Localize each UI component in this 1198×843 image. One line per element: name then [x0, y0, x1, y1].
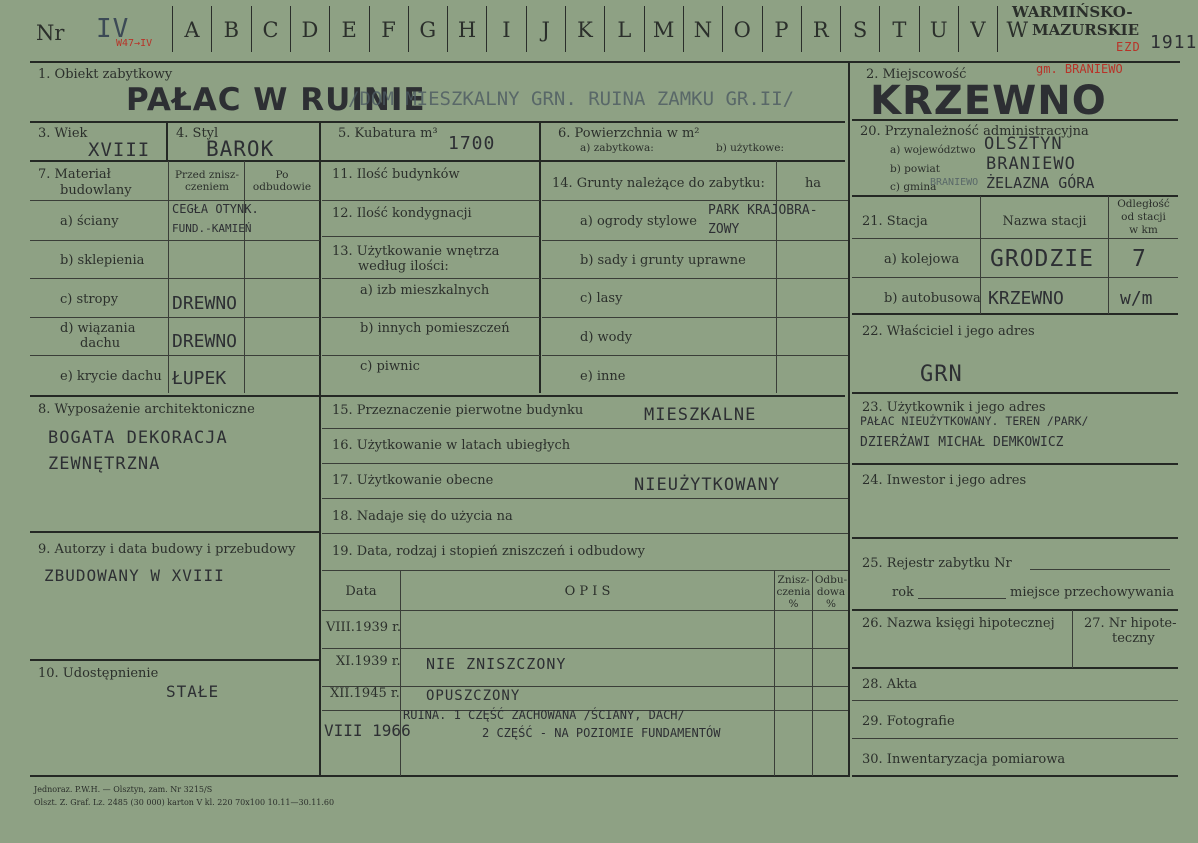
index-letter: W [1006, 18, 1029, 42]
f19-col-rebuild-1: Odbu- [814, 574, 848, 586]
f28-label: 28. Akta [862, 677, 918, 692]
f7-walls-label: a) ściany [60, 214, 119, 229]
f26-label: 26. Nazwa księgi hipotecznej [862, 616, 1055, 631]
f7-col-before-1: Przed znisz- [174, 169, 239, 181]
f13-label-1: 13. Użytkowanie wnętrza [332, 244, 500, 259]
index-letter: N [693, 18, 713, 42]
f19-col-destr-2: czenia [776, 586, 811, 598]
f7-col-after-1: Po [275, 169, 289, 181]
region-line-2: MAZURSKIE [1032, 21, 1140, 39]
stamp-number: 1911 [1150, 32, 1198, 53]
f14-c: c) lasy [580, 291, 623, 306]
f25-storage: miejsce przechowywania [1010, 585, 1175, 600]
index-letter: U [929, 18, 948, 42]
f2-note: gm. BRANIEWO [1036, 62, 1123, 76]
nr-note: W47→IV [116, 38, 153, 49]
index-letter: H [457, 18, 477, 42]
f20-a-value: OLSZTYN [984, 134, 1063, 154]
index-letter: R [812, 18, 829, 42]
f19-row-desc: NIE ZNISZCZONY [426, 655, 567, 673]
f3-label: 3. Wiek [38, 126, 88, 141]
f18-label: 18. Nadaje się do użycia na [332, 509, 513, 524]
f19-col-destr-1: Znisz- [777, 574, 810, 586]
f14-d: d) wody [580, 330, 633, 345]
f13-c: c) piwnic [360, 359, 420, 374]
nr-value: IV [96, 14, 130, 44]
f23-value-2: DZIERŻAWI MICHAŁ DEMKOWICZ [860, 435, 1064, 450]
region-line-1: WARMIŃSKO- [1012, 3, 1133, 21]
f19-row-date: XII.1945 r. [330, 686, 400, 701]
f8-label: 8. Wyposażenie architektoniczne [38, 402, 255, 417]
index-letter: S [852, 18, 868, 42]
f19-label: 19. Data, rodzaj i stopień zniszczeń i odbudowy [332, 544, 646, 559]
f27-label-2: teczny [1112, 631, 1155, 646]
f7-ceilings-label: c) stropy [60, 292, 119, 307]
f19-col-rebuild-3: % [826, 598, 836, 610]
f23-value-1: PAŁAC NIEUŻYTKOWANY. TEREN /PARK/ [860, 414, 1089, 428]
f20-c-faded-value: BRANIEWO [930, 177, 979, 188]
footer-line-2: Olszt. Z. Graf. Lz. 2485 (30 000) karton V kl. 220 70x100 10.11—30.11.60 [34, 798, 335, 807]
f14-label: 14. Grunty należące do zabytku: [552, 176, 765, 191]
f1-value: PAŁAC W RUINIE [126, 82, 426, 118]
f17-label: 17. Użytkowanie obecne [332, 473, 494, 488]
f5-value: 1700 [448, 133, 496, 154]
f7-label-2: budowlany [60, 183, 132, 198]
f15-label: 15. Przeznaczenie pierwotne budynku [332, 403, 584, 418]
index-letter: E [341, 18, 357, 42]
f7-label-1: 7. Materiał [38, 167, 111, 182]
f10-label: 10. Udostępnienie [38, 666, 159, 681]
index-letter: T [892, 18, 907, 42]
f19-row-desc: OPUSZCZONY [426, 688, 521, 704]
f21-col-dist-3: w km [1129, 224, 1158, 236]
index-letter: J [541, 18, 550, 42]
f20-a: a) województwo [890, 144, 976, 156]
f7-col-before-2: czeniem [185, 181, 229, 193]
f20-label: 20. Przynależność administracyjna [860, 124, 1089, 139]
f2-value: KRZEWNO [870, 78, 1107, 124]
index-letter: F [381, 18, 396, 42]
f19-row-date: VIII.1939 r. [326, 620, 402, 635]
f27-label-1: 27. Nr hipote- [1084, 616, 1177, 631]
f19-row-desc-2: 2 CZĘŚĆ - NA POZIOMIE FUNDAMENTÓW [482, 726, 721, 740]
index-letter: A [184, 18, 200, 42]
nr-label: Nr [36, 21, 65, 45]
f20-c-value: ŻELAZNA GÓRA [986, 174, 1095, 192]
f21-a: a) kolejowa [884, 252, 960, 267]
f16-label: 16. Użytkowanie w latach ubiegłych [332, 438, 571, 453]
f24-label: 24. Inwestor i jego adres [862, 473, 1027, 488]
f7-walls-value-2: FUND.-KAMIEŃ [172, 222, 252, 235]
f1-label: 1. Obiekt zabytkowy [38, 67, 173, 82]
f1-extra: /DOM MIESZKALNY GRN. RUINA ZAMKU GR.II/ [348, 88, 795, 110]
f14-a: a) ogrody stylowe [580, 214, 697, 229]
f7-ceilings-value: DREWNO [172, 293, 238, 314]
f29-label: 29. Fotografie [862, 714, 955, 729]
f25-rok: rok [892, 585, 914, 600]
f21-col-dist-2: od stacji [1121, 211, 1166, 223]
f21-a-value: GRODZIE [990, 246, 1094, 272]
f22-label: 22. Właściciel i jego adres [862, 324, 1035, 339]
f20-c: c) gmina [890, 181, 937, 193]
f15-value: MIESZKALNE [644, 405, 757, 425]
f7-trusses-label-2: dachu [80, 336, 121, 351]
f21-b-value: KRZEWNO [988, 288, 1064, 309]
f14-unit: ha [804, 176, 822, 191]
f14-b: b) sady i grunty uprawne [580, 253, 746, 268]
f14-e: e) inne [580, 369, 626, 384]
f2-label: 2. Miejscowość [866, 67, 967, 82]
index-letter: K [577, 18, 593, 42]
f7-trusses-label: d) wiązania [60, 321, 136, 336]
f8-value-2: ZEWNĘTRZNA [48, 454, 161, 474]
f4-value: BAROK [206, 137, 275, 161]
f20-b: b) powiat [890, 163, 941, 175]
f22-value: GRN [920, 362, 963, 387]
footer-line-1: Jednoraz. P.W.H. — Olsztyn, zam. Nr 3215/S [34, 785, 213, 794]
f6-label: 6. Powierzchnia w m² [558, 126, 700, 141]
f7-trusses-value: DREWNO [172, 331, 238, 352]
f7-col-after-2: odbudowie [252, 181, 312, 193]
f6-a: a) zabytkowa: [580, 142, 654, 154]
f30-label: 30. Inwentaryzacja pomiarowa [862, 752, 1066, 767]
index-letter: D [301, 18, 319, 42]
f21-b-dist: w/m [1120, 288, 1153, 309]
f21-col-dist-1: Odległość [1117, 198, 1170, 210]
f10-value: STAŁE [166, 682, 220, 701]
f13-a: a) izb mieszkalnych [360, 283, 490, 298]
index-letter: V [970, 18, 986, 42]
f7-vaults-label: b) sklepienia [60, 253, 145, 268]
f12-label: 12. Ilość kondygnacji [332, 206, 472, 221]
index-letter: G [419, 18, 437, 42]
index-letter: C [262, 18, 279, 42]
f19-col-destr-3: % [788, 598, 799, 610]
f19-col-date: Data [345, 584, 377, 599]
f19-row-desc: RUINA. 1 CZĘŚĆ ZACHOWANA /ŚCIANY, DACH/ [403, 708, 685, 722]
f14-a-value-1: PARK KRAJOBRA- [708, 203, 818, 218]
f19-col-rebuild-2: dowa [816, 586, 846, 598]
f6-b: b) użytkowe: [716, 142, 785, 154]
f23-label: 23. Użytkownik i jego adres [862, 400, 1046, 415]
f21-label: 21. Stacja [862, 214, 928, 229]
f14-a-value-2: ZOWY [708, 222, 740, 237]
f20-b-value: BRANIEWO [986, 154, 1076, 174]
f21-b: b) autobusowa [884, 291, 981, 306]
f3-value: XVIII [88, 139, 151, 161]
f13-label-2: według ilości: [358, 259, 449, 274]
index-letter: L [617, 18, 632, 42]
f7-walls-value: CEGŁA OTYNK. [172, 202, 259, 216]
index-letter: I [502, 18, 511, 42]
f13-b: b) innych pomieszczeń [360, 321, 510, 336]
index-letter: P [774, 18, 789, 42]
f7-roofing-value: ŁUPEK [172, 368, 227, 389]
index-letter: M [652, 18, 675, 42]
f9-label: 9. Autorzy i data budowy i przebudowy [38, 542, 296, 557]
f11-label: 11. Ilość budynków [332, 167, 460, 182]
f19-row-date: VIII 1966 [324, 721, 411, 740]
f25-label: 25. Rejestr zabytku Nr [862, 556, 1012, 571]
f21-a-dist: 7 [1132, 246, 1147, 272]
f7-roofing-label: e) krycie dachu [60, 369, 162, 384]
index-letter: B [223, 18, 240, 42]
f19-row-date: XI.1939 r. [336, 654, 401, 669]
f17-value: NIEUŻYTKOWANY [634, 475, 781, 495]
index-letter: O [733, 18, 751, 42]
f19-col-opis: O P I S [564, 584, 611, 599]
f5-label: 5. Kubatura m³ [338, 126, 438, 141]
f8-value-1: BOGATA DEKORACJA [48, 428, 228, 448]
f21-col-name: Nazwa stacji [1002, 214, 1087, 229]
f9-value: ZBUDOWANY W XVIII [44, 566, 225, 585]
f4-label: 4. Styl [176, 126, 219, 141]
stamp-red: EZD [1116, 40, 1141, 54]
